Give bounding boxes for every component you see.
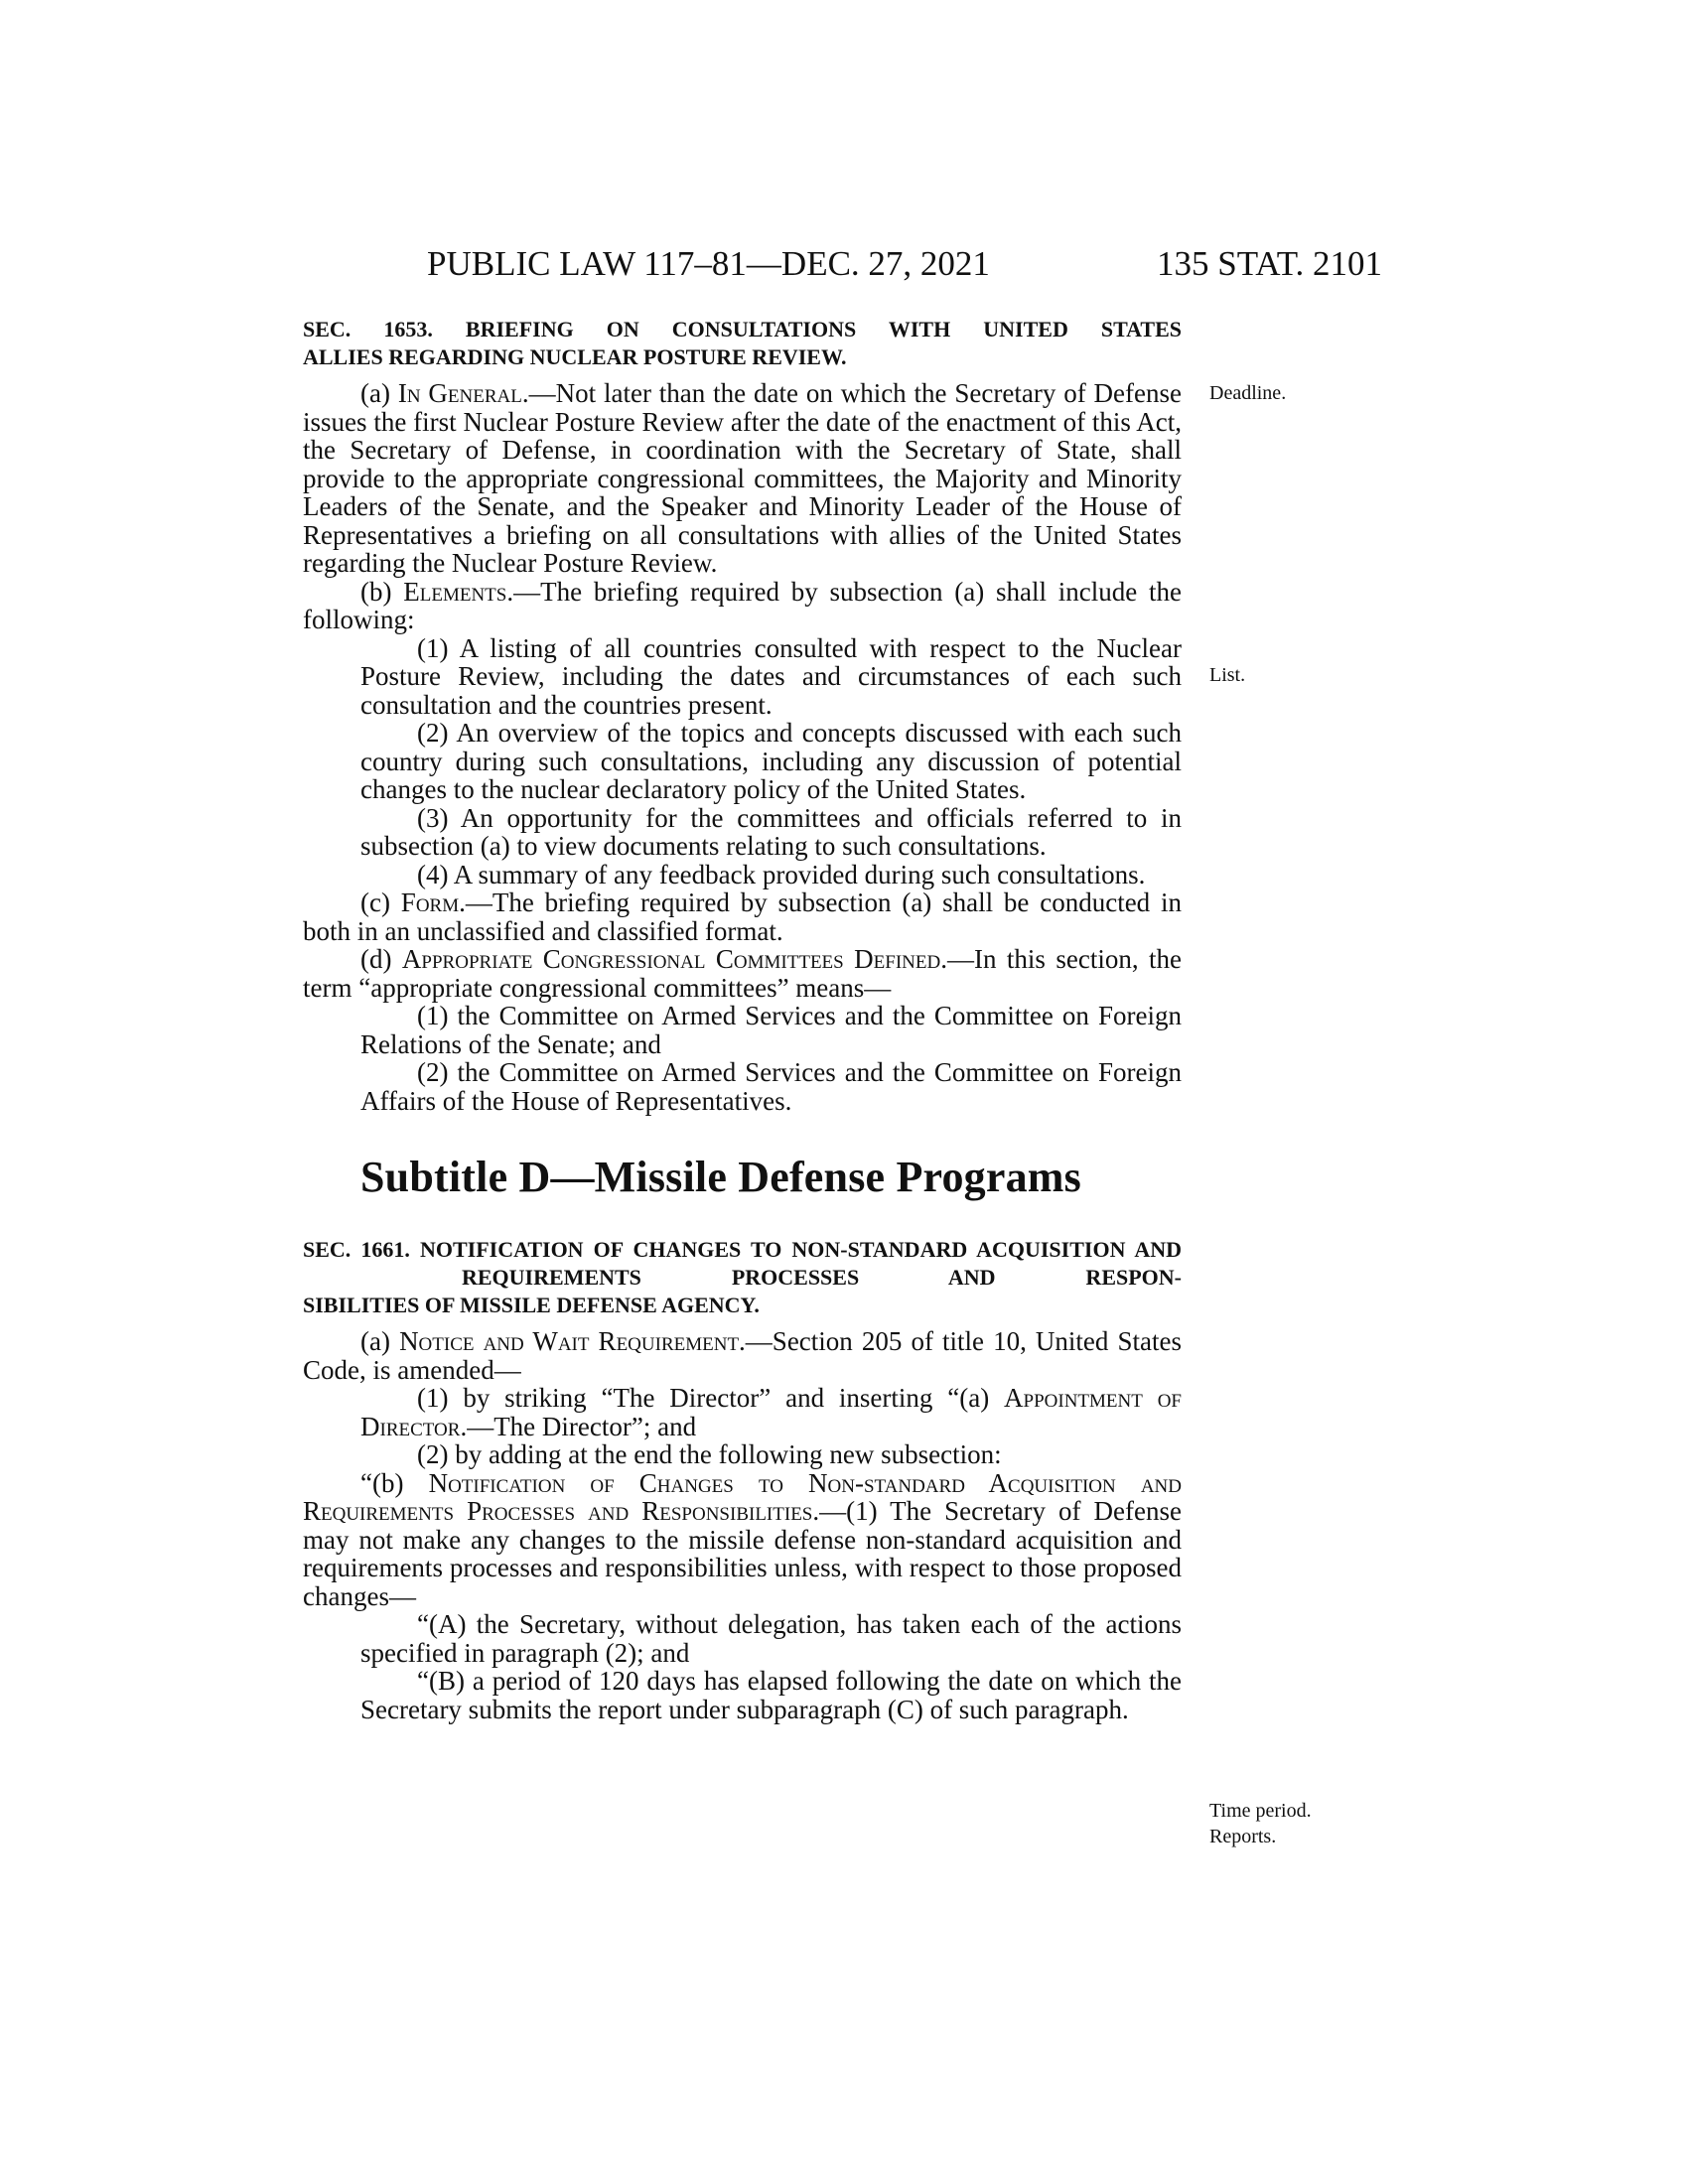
subsection-1661-a: (a) Notice and Wait Requirement.—Section 205 of title 10, United States Code, is amended— [303, 1326, 1182, 1385]
paragraph-b4: (4) A summary of any feedback provided during such consultations. [417, 859, 1146, 889]
subsection-b: (b) Elements.—The briefing required by subsection (a) shall include the following: [303, 576, 1182, 634]
section-1653-heading [303, 316, 1182, 371]
section-1661-heading-line1: SEC. 1661. NOTIFICATION OF CHANGES TO NON-STANDARD ACQUISITION AND REQUIREMENTS PROCESSES AND RESPON- [303, 1237, 1182, 1290]
paragraph-d1: (1) the Committee on Armed Services and the Committee on Foreign Relations of the Senate; and [360, 1001, 1182, 1059]
subsection-c-caption: Form [400, 887, 460, 917]
statute-page-number: 135 STAT. 2101 [1157, 244, 1382, 283]
paragraph-1661-a2: (2) by adding at the end the following new subsection: [417, 1439, 1002, 1469]
section-1653-heading-line1: SEC. 1653. BRIEFING ON CONSULTATIONS WITH UNITED STATES [303, 317, 1182, 341]
margin-note-time-period: Time period. [1209, 1800, 1312, 1822]
subtitle-heading: Subtitle D—Missile Defense Programs [360, 1153, 1081, 1201]
paragraph-b3: (3) An opportunity for the committees and officials referred to in subsection (a) to view documents relating to such consultations. [360, 802, 1182, 861]
subsection-1661-a-caption: Notice and Wait Requirement [399, 1326, 740, 1356]
paragraph-d2: (2) the Committee on Armed Services and the Committee on Foreign Affairs of the House of Representatives. [360, 1057, 1182, 1116]
subparagraph-A: “(A) the Secretary, without delegation, has taken each of the actions specified in paragraph (2); and [360, 1609, 1182, 1668]
new-subsection-b-caption: Notification of Changes to Non-standard Acquisition and Requirements Processes and Responsibilities [303, 1467, 1183, 1526]
margin-note-deadline: Deadline. [1209, 382, 1287, 404]
subsection-d: (d) Appropriate Congressional Committees Defined.—In this section, the term “appropriate congressional committees” means— [303, 944, 1182, 1003]
subsection-d-caption: Appropriate Congressional Committees Defined [401, 944, 941, 974]
page-header [298, 244, 1382, 284]
main-column [303, 316, 1182, 1723]
subsection-c: (c) Form.—The briefing required by subsection (a) shall be conducted in both in an unclassified and classified format. [303, 887, 1182, 946]
margin-note-list: List. [1209, 664, 1246, 686]
paragraph-1661-a1: (1) by striking “The Director” and inserting “(a) Appointment of Director.—The Director”; and [360, 1383, 1182, 1441]
subparagraph-B: “(B) a period of 120 days has elapsed following the date on which the Secretary submits the report under subparagraph (C) of such paragraph. [360, 1666, 1182, 1724]
margin-note-reports: Reports. [1209, 1826, 1277, 1847]
law-citation: PUBLIC LAW 117–81—DEC. 27, 2021 [427, 244, 990, 283]
paragraph-b2: (2) An overview of the topics and concepts discussed with each such country during such consultations, including any discussion of potential changes to the nuclear declaratory policy of the United States. [360, 718, 1182, 804]
section-1661-heading [303, 1236, 1182, 1319]
paragraph-1661-a1-caption: Appointment of Director [360, 1383, 1182, 1441]
subsection-a-caption: In General [397, 378, 522, 408]
subsection-b-caption: Elements [403, 576, 507, 607]
section-1653-heading-line2: ALLIES REGARDING NUCLEAR POSTURE REVIEW. [303, 344, 847, 369]
new-subsection-b: “(b) Notification of Changes to Non-standard Acquisition and Requirements Processes and Responsibilities.—(1) The Secretary of Defense may not make any changes to the missile defense non-standard acquisition and requirements processes and responsibilities unless, with respect to those proposed changes— [303, 1467, 1183, 1611]
paragraph-b1: (1) A listing of all countries consulted with respect to the Nuclear Posture Review, including the dates and circumstances of each such consultation and the countries present. [360, 632, 1182, 720]
subsection-a: (a) In General.—Not later than the date on which the Secretary of Defense issues the first Nuclear Posture Review after the date of the enactment of this Act, the Secretary of Defense, in coordination with the Secretary of State, shall provide to the appropriate congressional committees, the Majority and Minority Leaders of the Senate, and the Speaker and Minority Leader of the House of Representatives a briefing on all consultations with allies of the United States regarding the Nuclear Posture Review. [303, 378, 1183, 578]
section-1661-heading-line2: SIBILITIES OF MISSILE DEFENSE AGENCY. [303, 1293, 760, 1317]
